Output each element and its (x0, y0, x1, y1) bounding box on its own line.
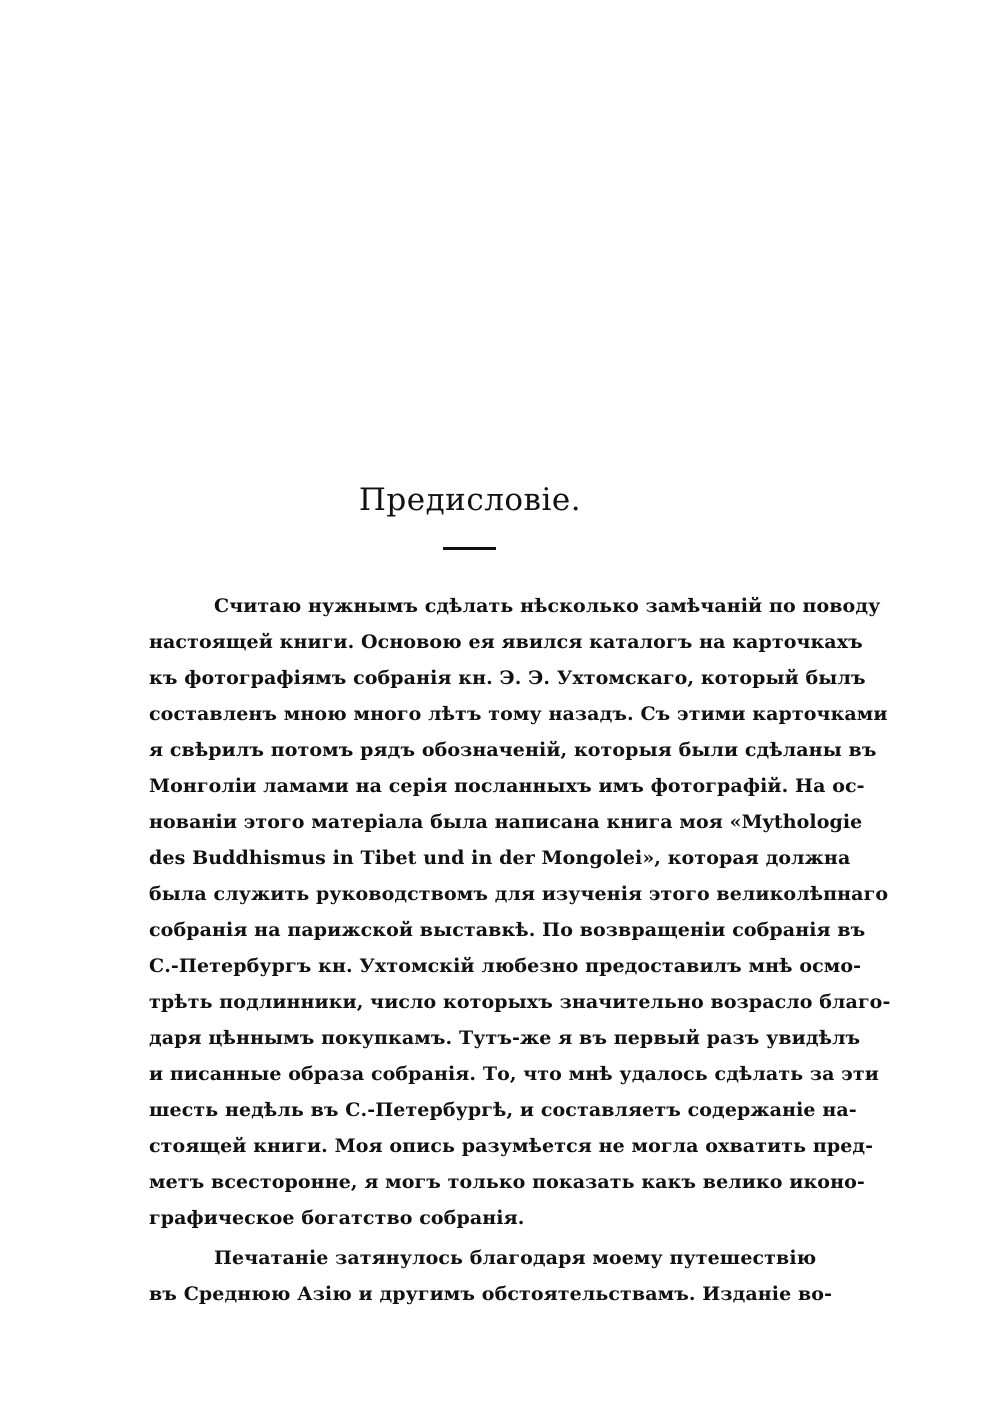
text-line: Монголіи ламами на серія посланныхъ имъ фотографій. На ос- (149, 775, 865, 797)
text-line: даря цѣннымъ покупкамъ. Тутъ-же я въ первый разъ увидѣлъ (149, 1027, 861, 1049)
text-line: des Buddhismus in Tibet und in der Mongolei», которая должна (149, 847, 851, 869)
page-title: Предисловіе. (358, 482, 582, 518)
title-divider (443, 547, 496, 550)
text-line: Считаю нужнымъ сдѣлать нѣсколько замѣчаній по поводу (214, 595, 881, 617)
text-line: настоящей книги. Основою ея явился каталогъ на карточкахъ (149, 631, 863, 653)
text-line: стоящей книги. Моя опись разумѣется не могла охватить пред- (149, 1135, 874, 1157)
text-line: графическое богатство собранія. (149, 1207, 525, 1229)
text-line: метъ всесторонне, я могъ только показать какъ велико иконо- (149, 1171, 865, 1193)
text-line: я свѣрилъ потомъ рядъ обозначеній, которыя были сдѣланы въ (149, 739, 877, 761)
text-line: собранія на парижской выставкѣ. По возвращеніи собранія въ (149, 919, 866, 941)
text-line: шесть недѣль въ С.-Петербургѣ, и составляетъ содержаніе на- (149, 1099, 857, 1121)
text-line: Печатаніе затянулось благодаря моему путешествію (214, 1247, 817, 1269)
text-line: была служить руководствомъ для изученія этого великолѣпнаго (149, 883, 889, 905)
text-line: въ Среднюю Азію и другимъ обстоятельствамъ. Изданіе во- (149, 1283, 833, 1305)
text-line: нованіи этого матеріала была написана книга моя «Mythologie (149, 811, 863, 833)
text-line: С.-Петербургъ кн. Ухтомскій любезно предоставилъ мнѣ осмо- (149, 955, 862, 977)
text-line: трѣть подлинники, число которыхъ значительно возрасло благо- (149, 991, 891, 1013)
text-line: составленъ мною много лѣтъ тому назадъ. Съ этими карточками (149, 703, 888, 725)
text-line: къ фотографіямъ собранія кн. Э. Э. Ухтомскаго, который былъ (149, 667, 866, 689)
text-line: и писанные образа собранія. То, что мнѣ удалось сдѣлать за эти (149, 1063, 879, 1085)
